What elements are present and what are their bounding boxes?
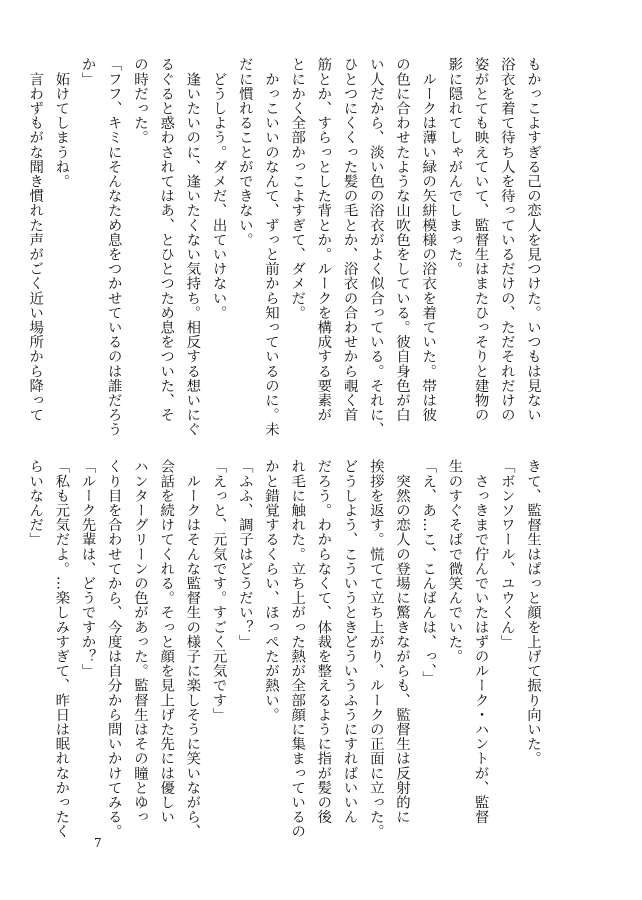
text-line: どうしよう、こういうときどういうふうにすればいいん [341, 459, 358, 824]
text-line: 筋とか、すらっとした背とか。ルークを構成する要素が [315, 57, 332, 422]
text-line: 会話を続けてくれる。そっと顔を見上げた先には優しい [158, 459, 175, 824]
text-line: 挨拶を返す。慌てて立ち上がり、ルークの正面に立った。 [367, 459, 384, 839]
text-line: 「フフ、キミにそんなため息をつかせているのは誰だろう [105, 57, 122, 437]
text-line: の時だった。 [131, 57, 148, 145]
text-line: 「ボンソワール、ユウくん」 [498, 459, 515, 649]
text-line: 妬けてしまうね。 [53, 57, 70, 189]
text-line: かっこいいのなんて、ずっと前から知っているのに。未 [262, 57, 279, 437]
text-line: 「えっと、元気です。すごく元気です」 [210, 459, 227, 722]
lower-text-block [27, 459, 546, 839]
text-line: とにかく全部かっこよすぎて、ダメだ。 [289, 57, 306, 320]
text-line: もかっこよすぎる己の恋人を見つけた。いつもは見ない [525, 57, 541, 422]
page-number: 7 [94, 836, 102, 850]
text-line: らいなんだ」 [27, 459, 44, 547]
text-line: かと錯覚するくらい、ほっぺたが熱い。 [262, 459, 279, 722]
upper-text-block [27, 57, 546, 437]
text-line: の色に合わせたような山吹色をしている。彼自身色が白 [393, 57, 410, 422]
text-line: ルークはそんな監督生の様子に楽しそうに笑いながら、 [184, 459, 201, 839]
text-line: 「私も元気だよ。…楽しみすぎて、昨日は眠れなかったく [53, 459, 70, 839]
text-line: れ毛に触れた。立ち上がった熱が全部顔に集まっているの [289, 459, 306, 839]
text-line: 逢いたいのに、逢いたくない気持ち。相反する想いにぐ [184, 57, 201, 437]
text-line: 突然の恋人の登場に驚きながらも、監督生は反射的に [393, 459, 410, 824]
text-line: 姿がとても映えていて、監督生はまたひっそりと建物の [472, 57, 489, 422]
text-line: い人だから、淡い色の浴衣がよく似合っている。それに、 [367, 57, 384, 437]
text-line: るぐると惑わされてはあ、とひとつため息をついた、そ [158, 57, 175, 422]
text-line: ルークは薄い緑の矢絣模様の浴衣を着ていた。帯は彼 [420, 57, 437, 422]
text-line: さっきまで佇んでいたはずのルーク・ハントが、監督 [472, 459, 489, 824]
text-line: くり目を合わせてから、今度は自分から問いかけてみる。 [105, 459, 122, 839]
text-line: 言わずもがな聞き慣れた声がごく近い場所から降って [27, 57, 44, 422]
text-line: きて、監督生はぱっと顔を上げて振り向いた。 [525, 459, 541, 766]
text-line: だに慣れることができない。 [236, 57, 253, 247]
text-line: ハンターグリーンの色があった。監督生はその瞳とゆっ [131, 459, 148, 824]
text-line: 浴衣を着て待ち人を待っているだけの、ただそれだけの [498, 57, 515, 422]
text-line: 「え、あ…こ、こんばんは、っ、」 [420, 459, 437, 686]
text-line: 「ふふ、調子はどうだい？」 [236, 459, 253, 649]
text-line: だろう。わからなくて、体裁を整えるように指が髪の後 [315, 459, 332, 824]
text-line: か」 [79, 57, 96, 87]
text-line: 影に隠れてしゃがんでしまった。 [446, 57, 463, 276]
text-line: どうしよう。ダメだ、出ていけない。 [210, 57, 227, 320]
text-line: ひとつにくくった髪の毛とか、浴衣の合わせから覗く首 [341, 57, 358, 422]
text-line: 生のすぐそばで微笑んでいた。 [446, 459, 463, 664]
text-line: 「ルーク先輩は、どうですか？」 [79, 459, 96, 678]
